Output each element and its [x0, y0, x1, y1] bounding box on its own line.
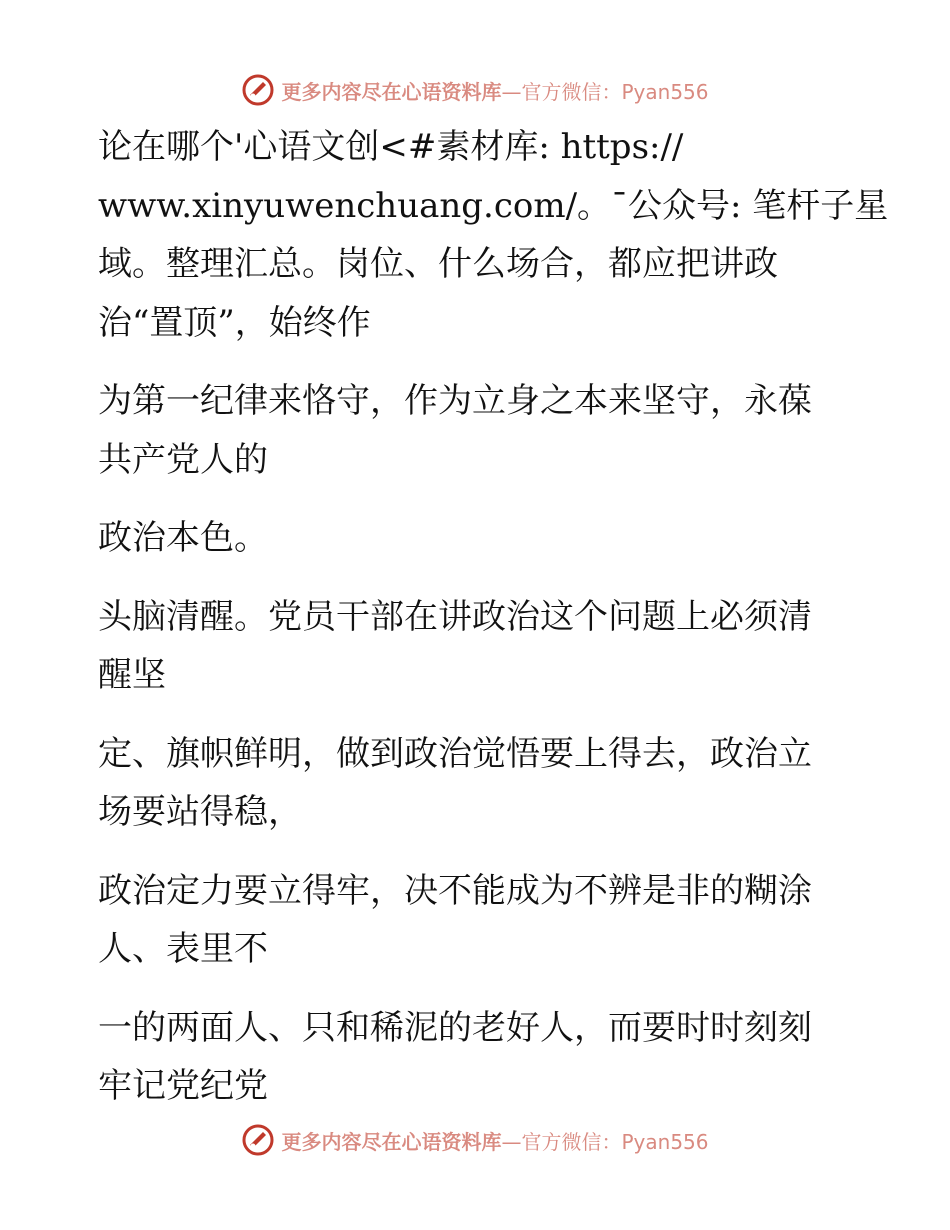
banner-wechat-label: 官方微信：: [521, 79, 622, 104]
banner-site-name: 更多内容尽在心语资料库: [281, 79, 502, 104]
paragraph: [98, 372, 838, 489]
logo-icon: [241, 1123, 275, 1157]
text-line: 醒坚: [98, 655, 166, 695]
text-line: 域。整理汇总。岗位、什么场合，都应把讲政: [98, 244, 778, 284]
footer-banner: [0, 1120, 950, 1160]
paragraph: [98, 118, 889, 352]
text-line: 头脑清醒。党员干部在讲政治这个问题上必须清: [98, 596, 812, 637]
text-line: 政治本色。: [98, 518, 268, 558]
banner-wechat-id: Pyan556: [621, 1129, 709, 1154]
text-line: 为第一纪律来恪守，作为立身之本来坚守，永葆: [98, 381, 812, 421]
paragraph: [98, 999, 838, 1116]
text-line: www.xinyuwenchuang.com/。¯公众号: 笔杆子星: [98, 185, 889, 226]
document-body: [98, 118, 889, 1136]
banner-site-name: 更多内容尽在心语资料库: [281, 1129, 502, 1154]
text-line: 定、旗帜鲜明，做到政治觉悟要上得去，政治立: [98, 733, 812, 774]
paragraph: [98, 725, 838, 842]
footer-banner-text: [281, 1126, 708, 1155]
banner-dash: —: [501, 79, 522, 104]
text-line: 牢记党纪党: [98, 1066, 268, 1106]
logo-icon: [241, 73, 275, 107]
paragraph: [98, 862, 838, 979]
text-line: 共产党人的: [98, 439, 268, 480]
header-banner-text: [281, 76, 708, 105]
text-line: 治“置顶”，始终作: [98, 302, 371, 343]
banner-wechat-id: Pyan556: [621, 79, 709, 104]
header-banner: [0, 70, 950, 110]
paragraph: [98, 588, 838, 705]
banner-wechat-label: 官方微信：: [521, 1129, 622, 1154]
text-line: 场要站得稳，: [98, 792, 302, 832]
paragraph: [98, 509, 838, 568]
text-line: 政治定力要立得牢，决不能成为不辨是非的糊涂: [98, 870, 812, 911]
text-line: 一的两面人、只和稀泥的老好人，而要时时刻刻: [98, 1007, 812, 1048]
text-line: 论在哪个'心语文创<#素材库: https://: [98, 127, 684, 167]
banner-dash: —: [501, 1129, 522, 1154]
text-line: 人、表里不: [98, 929, 268, 969]
